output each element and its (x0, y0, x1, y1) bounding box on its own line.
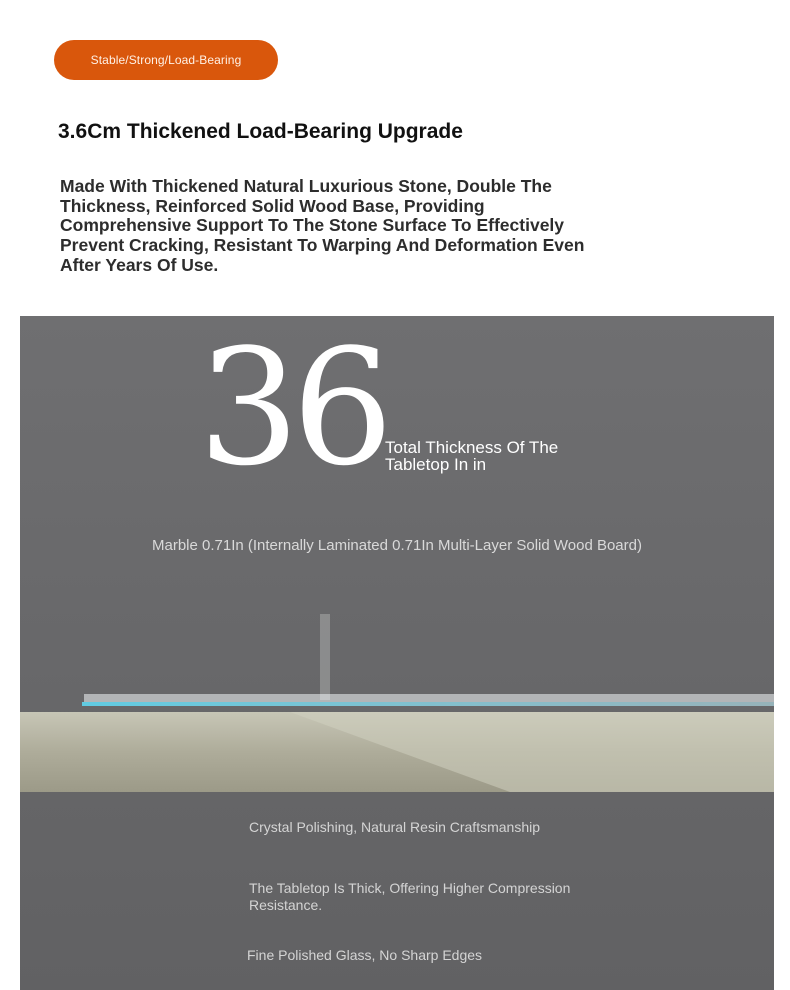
feature-polished-glass: Fine Polished Glass, No Sharp Edges (247, 947, 483, 963)
feature-crystal-polishing: Crystal Polishing, Natural Resin Craftsmanship (249, 819, 540, 835)
tabletop-illustration (20, 606, 774, 796)
feature-badge: Stable/Strong/Load-Bearing (54, 40, 278, 80)
tabletop-hero-image (20, 316, 774, 990)
marble-spec-caption: Marble 0.71In (Internally Laminated 0.71In Multi-Layer Solid Wood Board) (152, 537, 642, 554)
thickness-label: Total Thickness Of The Tabletop In in (385, 438, 559, 474)
product-description: Made With Thickened Natural Luxurious Stone, Double The Thickness, Reinforced Solid Wood Base, Providing Comprehensive Support To The Stone Surface To Effectively Prevent Cracking, Resistant To Warping And Deformation Even After Years Of Use. (60, 176, 585, 275)
page-title: 3.6Cm Thickened Load-Bearing Upgrade (58, 120, 463, 143)
thickness-number: 36 (198, 316, 386, 501)
feature-compression-resistance: The Tabletop Is Thick, Offering Higher Compression Resistance. (249, 880, 571, 913)
